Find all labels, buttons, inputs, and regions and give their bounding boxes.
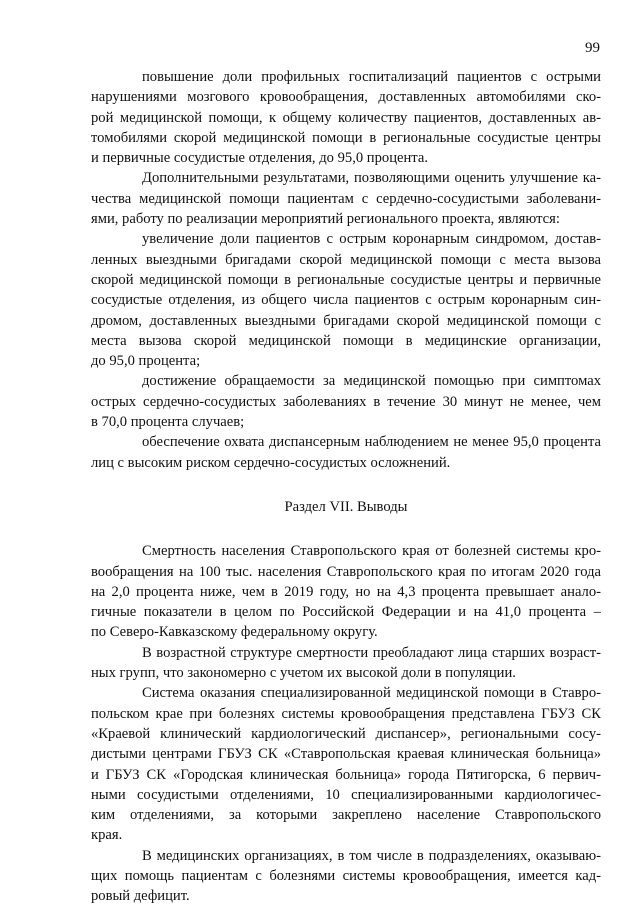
paragraph-line: Дополнительными результатами, позволяющими оценить улучшение ка- [142, 170, 601, 187]
paragraph-line: на 2,0 процента ниже, чем в 2019 году, но на 4,3 процента превышает анало- [91, 583, 601, 600]
paragraph-line: сосудистые отделения, из общего числа пациентов с острым коронарным син- [91, 292, 601, 309]
paragraph [91, 229, 601, 371]
paragraph-line: нарушениями мозгового кровообращения, доставленных автомобилями ско- [91, 89, 601, 106]
paragraph-line: дистыми центрами ГБУЗ СК «Ставропольская краевая клиническая больница» [91, 746, 601, 763]
paragraph-line: Смертность населения Ставропольского края от болезней системы кро- [142, 543, 601, 560]
paragraph-line: В возрастной структуре смертности преобладают лица старших возраст- [142, 644, 601, 661]
paragraph-line: острых сердечно-сосудистых заболеваниях в течение 30 минут не менее, чем [91, 393, 601, 410]
paragraph [91, 846, 601, 907]
section-heading: Раздел VII. Выводы [284, 498, 408, 515]
paragraph-line: ровый дефицит. [91, 888, 190, 905]
paragraph-line: ями, работу по реализации мероприятий регионального проекта, являются: [91, 211, 560, 228]
paragraph [91, 643, 601, 684]
paragraph-line: польском крае при болезнях системы кровообращения представлена ГБУЗ СК [91, 705, 601, 722]
paragraph-line: ленных выездными бригадами скорой медицинской помощи с места вызова [91, 251, 601, 268]
paragraph-line: повышение доли профильных госпитализаций пациентов с острыми [142, 69, 601, 85]
paragraph-line: скорой медицинской помощи в региональные сосудистые центры и первичные [91, 271, 601, 288]
page-body [91, 67, 601, 907]
page-number: 99 [585, 40, 600, 56]
paragraph-line: Система оказания специализированной медицинской помощи в Ставро- [142, 685, 601, 702]
paragraph [91, 371, 601, 432]
paragraph [91, 432, 601, 473]
paragraph-line: рой медицинской помощи, к общему количеству пациентов, доставленных ав- [91, 109, 601, 126]
paragraph-line: дромом, доставленных выездными бригадами скорой медицинской помощи с [91, 312, 601, 329]
paragraph-line: ким отделениями, за которыми закреплено население Ставропольского [91, 807, 601, 824]
paragraph-line: ными сосудистыми отделениями, 10 специализированными кардиологичес- [91, 786, 601, 803]
paragraph-line: в 70,0 процента случаев; [91, 414, 245, 431]
paragraph-line: В медицинских организациях, в том числе в подразделениях, оказываю- [142, 847, 601, 864]
paragraph-line: увеличение доли пациентов с острым коронарным синдромом, достав- [142, 231, 601, 248]
paragraph [91, 67, 601, 168]
paragraph-line: лиц с высоким риском сердечно-сосудистых осложнений. [91, 454, 451, 471]
paragraph-line: чества медицинской помощи пациентам с сердечно-сосудистыми заболевани- [91, 190, 601, 207]
paragraph-line: вообращения на 100 тыс. населения Ставропольского края по итогам 2020 года [91, 563, 601, 580]
paragraph-line: и первичные сосудистые отделения, до 95,0 процента. [91, 150, 428, 167]
paragraph-line: щих помощь пациентам с болезнями системы кровообращения, имеется кад- [91, 867, 601, 884]
paragraph-line: и ГБУЗ СК «Городская клиническая больница» города Пятигорска, 6 первич- [91, 766, 601, 783]
paragraph-line: до 95,0 процента; [91, 353, 201, 370]
paragraph-line: места вызова скорой медицинской помощи в медицинские организации, [91, 332, 601, 349]
paragraph-line: томобилями скорой медицинской помощи в региональные сосудистые центры [91, 129, 601, 146]
paragraph-line: по Северо-Кавказскому федеральному округу. [91, 624, 378, 641]
paragraph-line: обеспечение охвата диспансерным наблюдением не менее 95,0 процента [142, 434, 601, 451]
paragraph-line: ных групп, что закономерно с учетом их высокой доли в популяции. [91, 665, 516, 682]
paragraph [91, 168, 601, 229]
paragraph-line: «Краевой клинический кардиологический диспансер», региональными сосу- [91, 725, 601, 742]
paragraph-line: края. [91, 827, 123, 844]
paragraph [91, 683, 601, 845]
paragraph-line: достижение обращаемости за медицинской помощью при симптомах [142, 373, 601, 390]
paragraph-line: гичные показатели в целом по Российской Федерации и на 41,0 процента – [91, 604, 601, 621]
paragraph [91, 541, 601, 642]
